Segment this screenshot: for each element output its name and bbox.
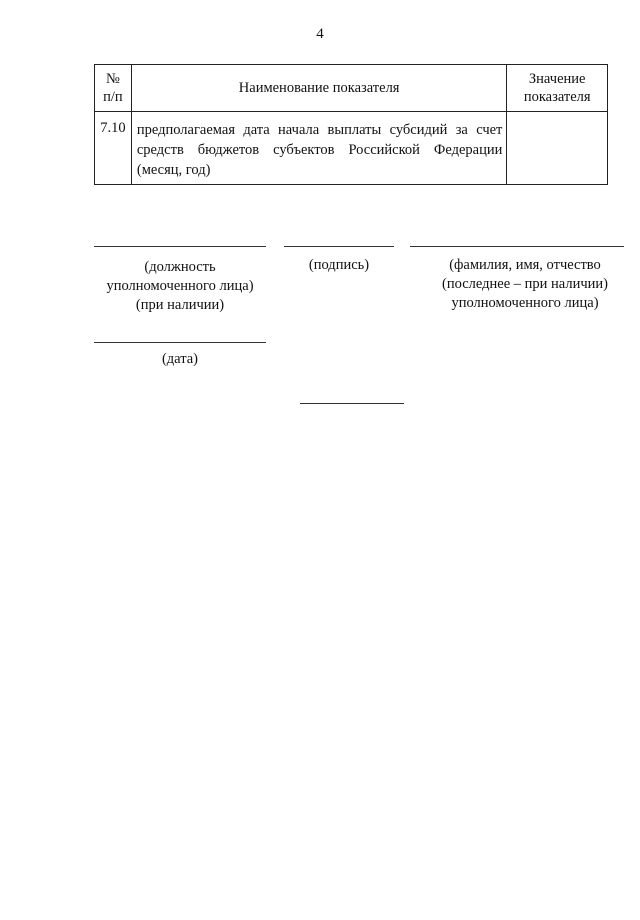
table-row [95, 112, 608, 185]
fio-caption-line2: (последнее – при наличии) [442, 276, 608, 292]
position-caption-line3: (при наличии) [135, 297, 225, 313]
header-number-line2: п/п [103, 89, 123, 105]
fio-line [410, 246, 624, 247]
header-value-line1: Значение [528, 71, 586, 87]
position-caption-line1: (должность [144, 259, 216, 275]
indicators-table [94, 64, 608, 185]
header-value [507, 65, 608, 112]
header-value-line2: показателя [523, 89, 591, 105]
fio-caption [416, 256, 634, 313]
header-number-line1: № [106, 71, 120, 87]
signature-caption-line1: (подпись) [308, 257, 370, 273]
signature-caption [284, 256, 394, 275]
position-caption [84, 258, 276, 315]
row-number: 7.10 [95, 112, 132, 185]
date-caption [94, 350, 266, 369]
position-caption-line2: уполномоченного лица) [106, 278, 254, 294]
signature-line [284, 246, 394, 247]
date-caption-line1: (дата) [161, 351, 199, 367]
row-value [507, 112, 608, 185]
table-header-row [95, 65, 608, 112]
end-divider [300, 403, 404, 404]
page-number: 4 [316, 26, 324, 42]
row-name: предполагаемая дата начала выплаты субсидий за счет средств бюджетов субъектов Российской Федерации (месяц, год) [131, 112, 507, 185]
header-name: Наименование показателя [131, 65, 507, 112]
date-line [94, 342, 266, 343]
position-line [94, 246, 266, 247]
fio-caption-line1: (фамилия, имя, отчество [449, 257, 601, 273]
header-number [95, 65, 132, 112]
fio-caption-line3: уполномоченного лица) [451, 295, 599, 311]
